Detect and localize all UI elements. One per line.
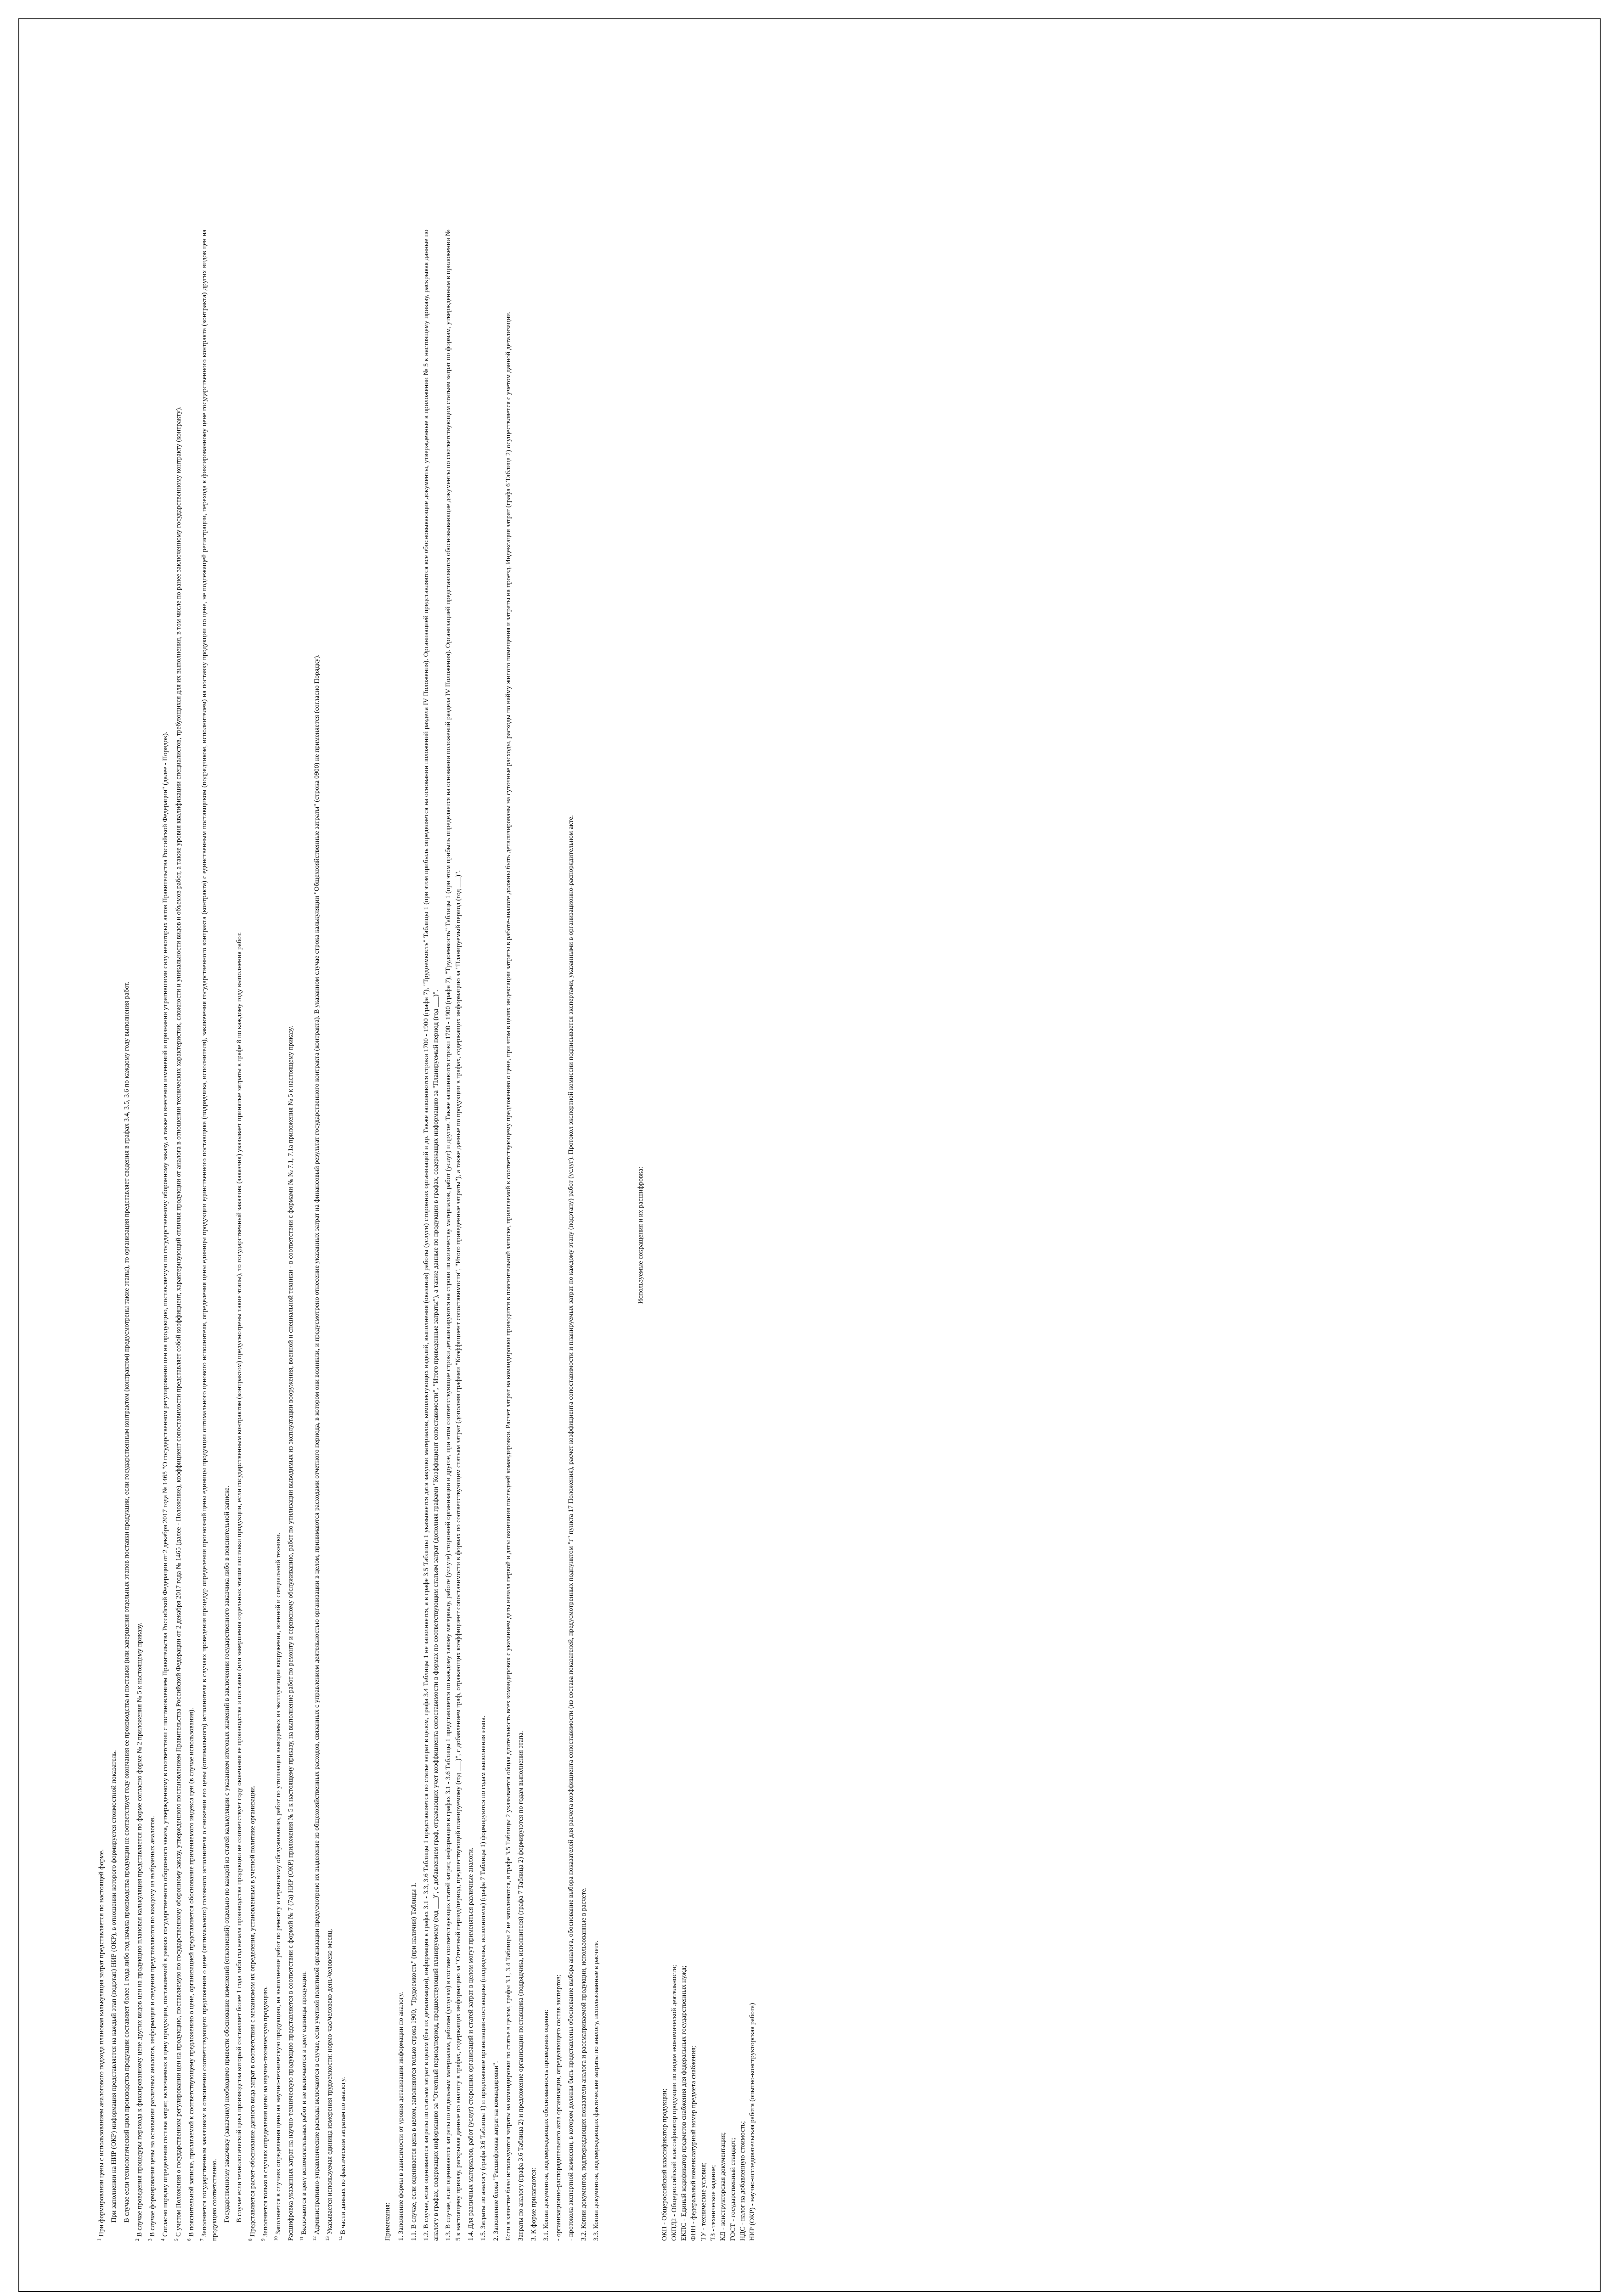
abbreviation-item: ОКПД2 - Общероссийский классификатор продукции по видам экономической деятельности;	[670, 1964, 678, 2241]
footnote: $^{12}$Административно-управленческие расходы включаются в случае, если учетной политикой организации предусмотрено их выделение из общехозяйственных расходов, связанных с управлением деятельностью организации в целом, принимаются расходами отчетного периода, в котором они возникли, и предусмотрено отнесение указанных затрат на финансовый результат государственного контракта (контракта). В указанном случае строка калькуляции "Общехозяйственные затраты" (строка 0900) не применяется (согласно Порядку).	[312, 654, 321, 2241]
footnote-text: При формировании цены с использованием аналогового подхода плановая калькуляция затрат представляется по настоящей форме.	[98, 1849, 105, 2237]
note-item: 1. Заполнение формы в зависимости от уровня детализации информации по аналогу.	[397, 1992, 405, 2241]
footnote: $^9$Заполняется только в случаях определения цены на научно-техническую продукцию.	[260, 1986, 269, 2241]
abbreviation-item: НИР (ОКР) - научно-исследовательская работа (опытно-конструкторская работа)	[749, 2003, 756, 2241]
footnote: $^1$При формировании цены с использованием аналогового подхода плановая калькуляция затрат представляется по настоящей форме.	[97, 1849, 105, 2241]
footnote	[286, 230, 296, 2241]
footnote: $^{11}$Включаются в цену вспомогательных работ и не включаются в цену единицы продукции.	[299, 1971, 308, 2241]
footnote-text: В пояснительной записке, прилагаемой к соответствующему предложению о цене, организацией представляется обоснование применяемого индекса цен (в случае использования).	[188, 1708, 196, 2237]
footnote: $^7$Заполняется государственным заказчиком в отношении соответствующего предложения о цене (оптимального) головного исполнителя о снижении его цены (оптимального) исполнителя в случаях проведения процедур определения прогнозной цены единицы продукции оптимального ценового исполнителя, определения цены единицы продукции единственного поставщика (подрядчика, исполнителя), заключения государственного контракта (контракта) с единственным поставщиком (подрядчиком, исполнителем) на поставку продукции по цене, не подлежащей регистрации, перехода к фиксированному цене государственного контракта (контракта) других видов цен на продукцию соответственно.	[200, 230, 218, 2241]
note-item: - протокола экспертной комиссии, в котором должны быть представлены обоснование выбора аналога, обоснование выбора показателей для расчета коэффициента сопоставимости (из состава показателей, предусмотренных подпунктом "г" пункта 17 Положения), расчет коэффициента сопоставимости и планируемых затрат по каждому этапу (подэтапу) работ (услуг). Протокол экспертной комиссии подписывается экспертами, указанными в организационно-распорядительном акте.	[567, 815, 575, 2241]
footnote-text: Расшифровка указанных затрат на научно-техническую продукцию представляется в соответствии с формой № 7 (7а) НИР (ОКР) приложения № 5 к настоящему приказу, на выполнение работ по ремонту и сервисному обслуживанию, работ по утилизации выводимых из эксплуатации вооружения, военной и специальной техники - в соответствии с формами № № 7.1, 7.1а приложения № 5 к настоящему приказу.	[287, 1026, 295, 2241]
footnote-text: Административно-управленческие расходы включаются в случае, если учетной политикой организации предусмотрено их выделение из общехозяйственных расходов, связанных с управлением деятельностью организации в целом, принимаются расходами отчетного периода, в котором они возникли, и предусмотрено отнесение указанных затрат на финансовый результат государственного контракта (контракта). В указанном случае строка калькуляции "Общехозяйственные затраты" (строка 0900) не применяется (согласно Порядку).	[313, 654, 321, 2234]
footnote	[235, 230, 244, 2241]
note-item: 3.1. Копии документов, подтверждающих обоснованность проведения оценки:	[542, 2009, 550, 2241]
footnote-text: Представляется расчет-обоснование данного вида затрат в соответствии с механизмом их определения, установленным в учетной политике организации.	[248, 1785, 256, 2237]
abbreviations-section	[636, 230, 757, 2241]
footnote: $^{10}$Заполняется в случаях определения цены на научно-техническую продукцию, на выполнение работ по ремонту и сервисному обслуживанию, работ по утилизации выводимых из эксплуатации вооружения, военной и специальной техники.	[274, 1532, 282, 2241]
footnote-text: Заполняется в случаях определения цены на научно-техническую продукцию, на выполнение работ по ремонту и сервисному обслуживанию, работ по утилизации выводимых из эксплуатации вооружения, военной и специальной техники.	[275, 1532, 282, 2234]
footnote-text: Включаются в цену вспомогательных работ и не включаются в цену единицы продукции.	[300, 1971, 308, 2235]
abbreviation-item: ОКП - Общероссийский классификатор продукции;	[660, 2088, 668, 2241]
note-item: 3. К форме прилагаются:	[530, 2167, 537, 2241]
footnote-text: При заполнении на НИР (ОКР) информация представляется на каждый этап (подэтап) НИР (ОКР), в отношении которого формируется стоимостной показатель.	[110, 1750, 118, 2223]
note-item: 1.5. Затраты по аналогу (графа 3.6 Таблицы 1) и предложение организации-поставщика (подрядчика, исполнителя) (графа 7 Таблицы 1) формируются по годам выполнения этапа.	[479, 1716, 487, 2241]
footnote-text: Указывается используемая единица измерения трудоемкости: нормо-час/человеко-день/человеко-месяц.	[326, 1929, 334, 2234]
footnote	[222, 230, 232, 2241]
footnote-text: В случае если технологический цикл производства который составляет более 1 года либо год начала производства продукции не соответствует году окончания ее производства и поставки (или завершения отдельных этапов поставки продукции, если государственным контрактом (контрактом) предусмотрены такие этапы), то государственный заказчик (заказчик) указывает принятые затраты в графе 8 по каждому году выполнения работ.	[236, 932, 243, 2223]
abbreviation-item: КД - конструкторская документация;	[719, 2132, 727, 2241]
abbreviation-item: ТЗ - техническое задание;	[710, 2165, 717, 2241]
note-item: Затраты по аналогу (графа 3.6 Таблица 2) и предложение организации-поставщика (подрядчика, исполнителя) (графа 7 Таблица 2) формируются по годам выполнения этапа.	[517, 1731, 525, 2241]
footnote: $^8$Представляется расчет-обоснование данного вида затрат в соответствии с механизмом их определения, установленным в учетной политике организации.	[248, 1785, 256, 2241]
footnote: $^2$В случае проведения процедуры перехода к фиксированному цене других видов цен на продукцию плановая калькуляция представляется по форме согласно форме № 2 приложения № 5 к настоящему приказу.	[135, 1622, 143, 2241]
rotated-content	[96, 230, 758, 2241]
abbreviations-title: Используемые сокращения и их расшифровка:	[637, 1166, 645, 1304]
note-item: Если в качестве базы используются затраты на командировки по статье в целом, графы 3.1, 3.4 Таблицы 2 не заполняются, в графе 3.5 Таблицы 2 указывается общая длительность всех командировок с указанием даты начала первой и даты окончания последней командировки. Расчет затрат на командировки приводится в пояснительной записке, прилагаемой к соответствующему предложению о цене, при этом в целях индексации затраты в работе-аналоге должны быть детализированы на суточные расходы, расходы по найму жилого помещения и затраты на проезд. Индексация затрат (графа 6 Таблица 2) осуществляется с учетом данной детализации.	[504, 311, 512, 2241]
abbreviation-item: ГОСТ - государственный стандарт;	[729, 2138, 737, 2241]
note-item: 2. Заполнение блока "Расшифровка затрат на командировки".	[492, 2061, 500, 2241]
abbreviation-item: ЕКПС - Единый кодификатор предметов снабжения для федеральных государственных нужд;	[680, 1965, 688, 2241]
footnote-text: Согласно порядку определения состава затрат, включаемых в цену продукции, поставляемой в рамках государственного оборонного заказа, утвержденному в соответствии с постановлением Правительства Российской Федерации от 2 декабря 2017 года № 1465 "О государственном регулировании цен на продукцию, поставляемую по государственному оборонному заказу, а также о внесении изменений и признании утратившими силу некоторых актов Правительства Российской Федерации" (далее - Порядок).	[162, 732, 169, 2237]
notes-section	[383, 230, 601, 2241]
abbreviation-item: ФНН - федеральный номенклатурный номер предмета снабжения;	[690, 2046, 698, 2241]
footnote-text: В части данных по фактическим затратам по аналогу.	[339, 2077, 347, 2234]
footnote: $^6$В пояснительной записке, прилагаемой к соответствующему предложению о цене, организацией представляется обоснование применяемого индекса цен (в случае использования).	[187, 1708, 196, 2241]
notes-heading: Примечания:	[384, 2202, 391, 2241]
footnote-text: Заполняется только в случаях определения цены на научно-техническую продукцию.	[261, 1986, 269, 2237]
note-item: 3.3. Копии документов, подтверждающих фактические затраты по аналогу, использованные в расчете.	[592, 1941, 600, 2241]
footnote: $^5$С учетом Положения о государственном регулировании цен на продукцию, поставляемую по государственному оборонному заказу, утвержденного постановлением Правительства Российской Федерации от 2 декабря 2017 года № 1465 (далее - Положение), коэффициент сопоставимости представляет собой коэффициент, характеризующий отличия продукции от аналога в отношении технических характеристик, сложности и уникальности видов и объемов работ, а также уровня квалификации специалистов, требующихся для их выполнения, в том числе по ранее заключенному государственному контракту (контракту).	[174, 406, 182, 2241]
note-item: 1.2. В случае, если оцениваются затраты по статьям затрат в целом (без их детализации), информация в графах 3.1 - 3.3, 3.6 Таблицы 1 представляется по статье затрат в целом, графа 3.4 Таблицы 1 не заполняется, а в графе 3.5 Таблицы 1 указывается дата закупки материалов, комплектующих изделий, выполнения (оказания) работы (услуги) сторонних организаций и др. Также заполняются строки 1700 - 1900 (графа 7), "Трудоемкость" Таблицы 1 (при этом прибыль определяется на основании положений раздела IV Положения). Организацией представляются все обосновывающие документы, утвержденные в приложении № 5 к настоящему приказу, раскрывая данные по аналогу в графах, содержащих информацию за "Отчетный период/период, предшествующий планируемому (год ___)", с добавлением граф, отражающих учет коэффициента сопоставимости в формах по соответствующим статьям затрат (дополняя графами "Коэффициент сопоставимости", "Итого приведенные затраты"), а также данные по продукции в графах, содержащих информацию за "Планируемый период (год ___)".	[422, 230, 440, 2241]
abbreviation-item: ТУ - технические условия;	[699, 2162, 707, 2241]
footnote-text: Государственному заказчику (заказчику) необходимо привести обоснование изменений (отклонений) отдельно по каждой из статей калькуляции с указанием итоговых значений в заключении государственного заказчика либо в пояснительной записке.	[223, 1486, 231, 2223]
footnote-text: С учетом Положения о государственном регулировании цен на продукцию, поставляемую по государственному оборонному заказу, утвержденного постановлением Правительства Российской Федерации от 2 декабря 2017 года № 1465 (далее - Положение), коэффициент сопоставимости представляет собой коэффициент, характеризующий отличия продукции от аналога в отношении технических характеристик, сложности и уникальности видов и объемов работ, а также уровня квалификации специалистов, требующихся для их выполнения, в том числе по ранее заключенному государственному контракту (контракту).	[175, 406, 182, 2237]
footnote: $^{13}$Указывается используемая единица измерения трудоемкости: нормо-час/человеко-день/человеко-месяц.	[325, 1929, 334, 2241]
footnote	[122, 230, 132, 2241]
note-item: - организационно-распорядительного акта организации, определяющего состав экспертов;	[555, 1975, 563, 2241]
abbreviation-item: НДС - налог на добавленную стоимость;	[739, 2121, 746, 2241]
footnotes-section	[96, 230, 348, 2241]
note-item: 1.4. Для различных материалов, работ (услуг) сторонних организаций и статей затрат в целом могут применяться различные аналоги.	[467, 1847, 475, 2241]
footnote: $^{14}$В части данных по фактическим затратам по аналогу.	[338, 2077, 347, 2241]
note-item: 1.3. В случае, если оцениваются затраты по отдельным материалам, работам (услугам) в составе соответствующих статей затрат, информация в графах 3.1 - 3.6 Таблицы 1 представляется по каждому такому материалу, работе (услуге) сторонней организации и другое, при этом соответствующие строки детализируются на строки по количеству материалов, работ (услуг) и другое. Также заполняются строки 1700 - 1900 (графа 7), "Трудоемкость" Таблицы 1 (при этом прибыль определяется на основании положений раздела IV Положения). Организацией представляются обосновывающие документы по соответствующим статьям затрат по формам, утвержденным в приложении № 5 к настоящему приказу, раскрывая данные по аналогу в графах, содержащих информацию за "Отчетный период/период, предшествующий планируемому (год ___)", с добавлением граф, отражающих коэффициент сопоставимости в формах по соответствующим статьям затрат (дополняя графами "Коэффициент сопоставимости", "Итого приведенные затраты"), а также данные по продукции в графах, содержащих информацию за "Планируемый период (год ___)".	[445, 230, 462, 2241]
footnote-text: В случае формирования цены на основании различных аналогов, информация и сведения представляются по каждому из выбранных аналогов.	[149, 1816, 157, 2237]
note-item: 1.1. В случае, если оценивается цена в целом, заполняются только строка 1900, "Трудоемкость" (при наличии) Таблицы 1.	[410, 1882, 417, 2241]
footnote-text: Заполняется государственным заказчиком в отношении соответствующего предложения о цене (оптимального) головного исполнителя о снижении его цены (оптимального) исполнителя в случаях проведения процедур определения прогнозной цены единицы продукции оптимального ценового исполнителя, определения цены единицы продукции единственного поставщика (подрядчика, исполнителя), заключения государственного контракта (контракта) с единственным поставщиком (подрядчиком, исполнителем) на поставку продукции по цене, не подлежащей регистрации, перехода к фиксированному цене государственного контракта (контракта) других видов цен на продукцию соответственно.	[201, 230, 218, 2241]
footnote: $^4$Согласно порядку определения состава затрат, включаемых в цену продукции, поставляемой в рамках государственного оборонного заказа, утвержденному в соответствии с постановлением Правительства Российской Федерации от 2 декабря 2017 года № 1465 "О государственном регулировании цен на продукцию, поставляемую по государственному оборонному заказу, а также о внесении изменений и признании утратившими силу некоторых актов Правительства Российской Федерации" (далее - Порядок).	[161, 732, 169, 2241]
footnote-text: В случае если технологический цикл производства продукции составляет более 1 года либо год начала производства продукции не соответствует году окончания ее производства и поставки (или завершения отдельных этапов поставки продукции, если государственным контрактом (контрактом) предусмотрены такие этапы), то организация представляет сведения в графах 3.4, 3.5, 3.6 по каждому году выполнения работ.	[123, 981, 130, 2223]
footnote: $^3$В случае формирования цены на основании различных аналогов, информация и сведения представляются по каждому из выбранных аналогов.	[148, 1816, 157, 2241]
footnote-text: В случае проведения процедуры перехода к фиксированному цене других видов цен на продукцию плановая калькуляция представляется по форме согласно форме № 2 приложения № 5 к настоящему приказу.	[135, 1622, 143, 2237]
note-item: 3.2. Копии документов, подтверждающих показатели аналога и рассматриваемой продукции, использованные в расчете.	[580, 1887, 587, 2241]
footnote	[109, 230, 119, 2241]
